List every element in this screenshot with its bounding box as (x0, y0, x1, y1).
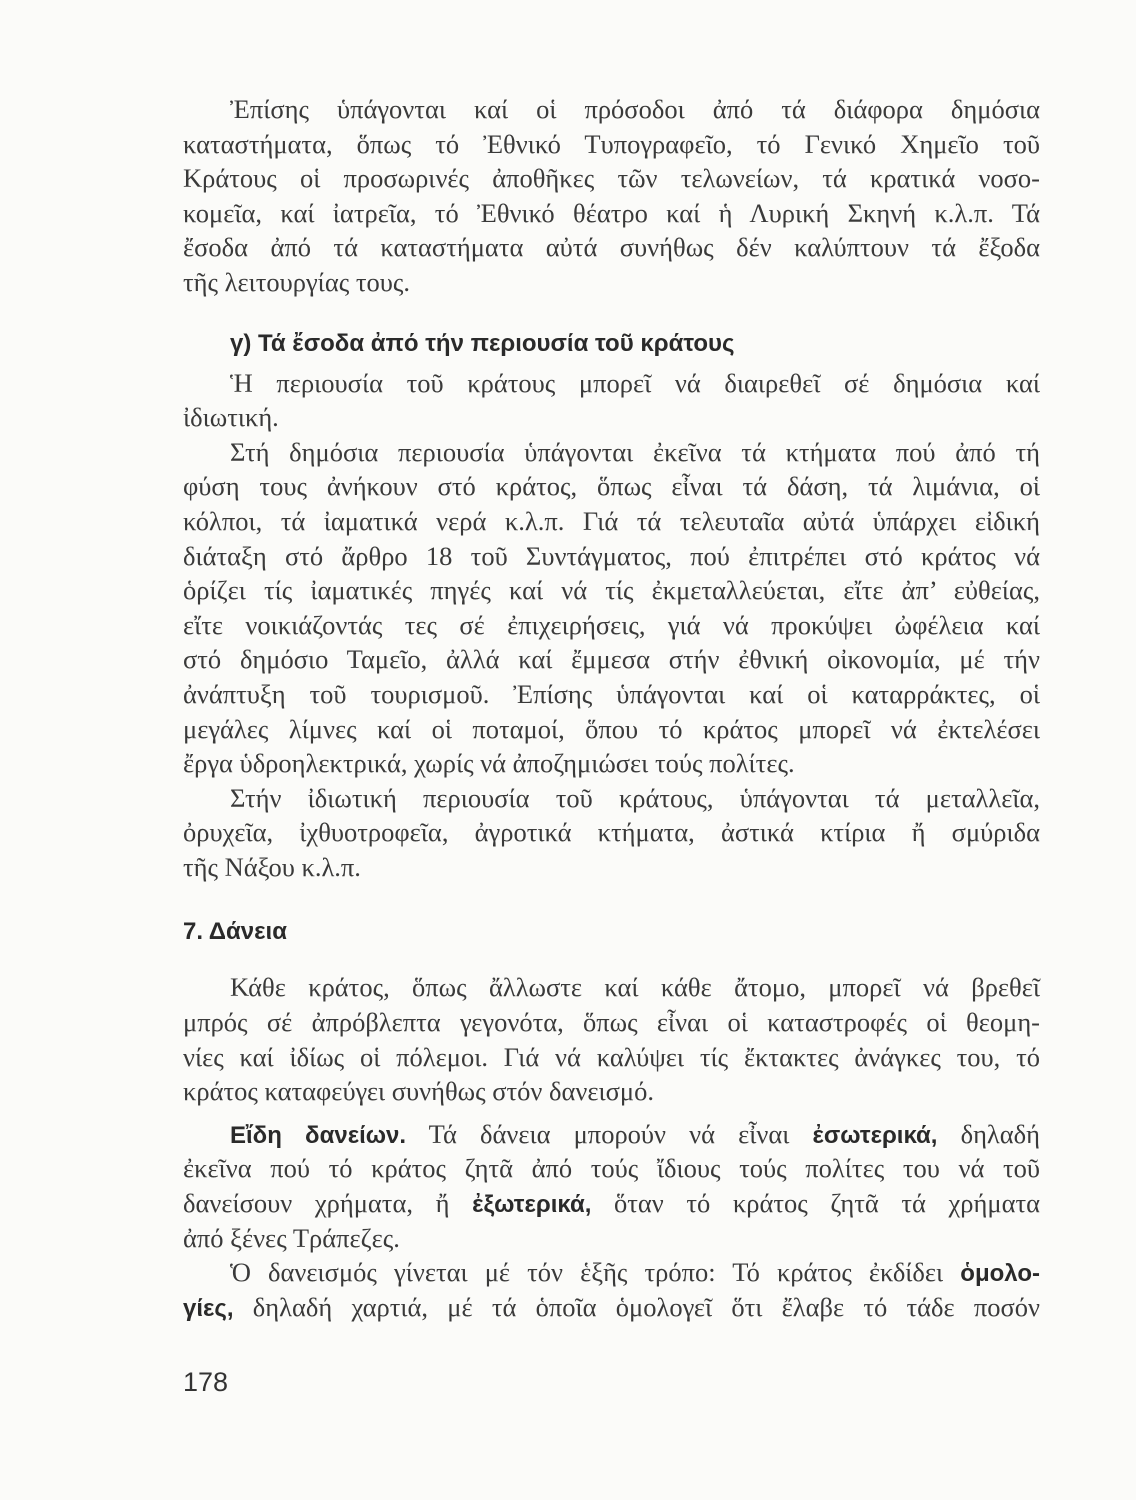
text-line (183, 161, 1040, 196)
text-line (183, 1040, 1040, 1075)
text-run: τῆς Νάξου κ.λ.π. (183, 851, 361, 882)
text-run: Κάθε κράτος, ὅπως ἄλλωστε καί κάθε ἄτομο, μπορεῖ νά βρεθεῖ (230, 972, 1040, 1003)
text-line (183, 712, 1040, 747)
text-line (183, 1117, 1040, 1152)
paragraph (183, 1117, 1040, 1255)
bold-term: Εἴδη δανείων. (230, 1121, 407, 1149)
bold-term: ἐξωτερικά, (472, 1191, 592, 1219)
text-run: ἐκεῖνα πού τό κράτος ζητᾶ ἀπό τούς ἴδιους τούς πολίτες του νά τοῦ (183, 1153, 1040, 1184)
text-run: δανείσουν χρήματα, ἤ (183, 1188, 473, 1219)
text-run: ἔσοδα ἀπό τά καταστήματα αὐτά συνήθως δέν καλύπτουν τά ἔξοδα (183, 232, 1040, 263)
text-line (183, 781, 1040, 816)
text-line (183, 1005, 1040, 1040)
text-run: κράτος καταφεύγει συνήθως στόν δανεισμό. (183, 1076, 654, 1107)
text-run: στό δημόσιο Ταμεῖο, ἀλλά καί ἔμμεσα στήν ἐθνική οἰκονομία, μέ τήν (183, 644, 1040, 675)
text-run: ὅταν τό κράτος ζητᾶ τά χρήματα (591, 1188, 1040, 1219)
text-line (183, 1186, 1040, 1221)
text-run: Στήν ἰδιωτική περιουσία τοῦ κράτους, ὑπάγονται τά μεταλλεῖα, (230, 782, 1040, 813)
text-line (183, 815, 1040, 850)
paragraph (183, 781, 1040, 885)
text-line (183, 608, 1040, 643)
paragraph (183, 970, 1040, 1108)
text-run: ἔργα ὑδροηλεκτρικά, χωρίς νά ἀποζημιώσει τούς πολίτες. (183, 748, 795, 779)
text-line (183, 230, 1040, 265)
text-run: μπρός σέ ἀπρόβλεπτα γεγονότα, ὅπως εἶναι οἱ καταστροφές οἱ θεομη- (183, 1007, 1040, 1038)
text-line (183, 196, 1040, 231)
text-run: ἀπό ξένες Τράπεζες. (183, 1222, 400, 1253)
text-run: κομεῖα, καί ἰατρεῖα, τό Ἐθνικό θέατρο καί ἡ Λυρική Σκηνή κ.λ.π. Τά (183, 197, 1040, 228)
text-line (183, 504, 1040, 539)
text-run: Ὁ δανεισμός γίνεται μέ τόν ἑξῆς τρόπο: Τό κράτος ἐκδίδει (230, 1257, 961, 1288)
text-run: ὀρυχεῖα, ἰχθυοτροφεῖα, ἀγροτικά κτήματα, ἀστικά κτίρια ἤ σμύριδα (183, 817, 1040, 848)
text-line (183, 469, 1040, 504)
text-run: εἴτε νοικιάζοντάς τες σέ ἐπιχειρήσεις, γιά νά προκύψει ὠφέλεια καί (183, 609, 1040, 640)
bold-term: ὁμολο- (960, 1260, 1040, 1288)
text-run: καταστήματα, ὅπως τό Ἐθνικό Τυπογραφεῖο, τό Γενικό Χημεῖο τοῦ (183, 128, 1040, 159)
text-line (183, 127, 1040, 162)
text-line (183, 366, 1040, 401)
text-line (183, 1151, 1040, 1186)
text-line (183, 539, 1040, 574)
text-run: Ἡ περιουσία τοῦ κράτους μπορεῖ νά διαιρεθεῖ σέ δημόσια καί (230, 367, 1040, 398)
paragraph (183, 92, 1040, 300)
text-run: μεγάλες λίμνες καί οἱ ποταμοί, ὅπου τό κράτος μπορεῖ νά ἐκτελέσει (183, 713, 1040, 744)
text-line (183, 400, 1040, 435)
text-line (183, 435, 1040, 470)
text-run: κόλποι, τά ἰαματικά νερά κ.λ.π. Γιά τά τελευταῖα αὐτά ὑπάρχει εἰδική (183, 505, 1040, 536)
text-line (183, 746, 1040, 781)
page-number: 178 (183, 1367, 229, 1397)
section-heading: 7. Δάνεια (183, 918, 287, 946)
spacer (183, 1109, 1040, 1117)
text-run: δηλαδή (937, 1118, 1041, 1149)
page-body (183, 92, 1040, 1324)
text-line (183, 970, 1040, 1005)
text-line (183, 1221, 1040, 1256)
text-line (183, 1074, 1040, 1109)
text-line (183, 92, 1040, 127)
text-run: Στή δημόσια περιουσία ὑπάγονται ἐκεῖνα τά κτήματα πού ἀπό τή (230, 436, 1040, 467)
text-run: τῆς λειτουργίας τους. (183, 266, 410, 297)
text-run: Τά δάνεια μπορούν νά εἶναι (406, 1118, 813, 1149)
text-run: δηλαδή χαρτιά, μέ τά ὁποῖα ὁμολογεῖ ὅτι ἔλαβε τό τάδε ποσόν (233, 1291, 1040, 1322)
text-run: ἰδιωτική. (183, 402, 279, 433)
paragraph (183, 366, 1040, 435)
bold-term: ἐσωτερικά, (812, 1121, 938, 1149)
text-run: νίες καί ἰδίως οἱ πόλεμοι. Γιά νά καλύψει τίς ἔκτακτες ἀνάγκες του, τό (183, 1041, 1040, 1072)
text-run: διάταξη στό ἄρθρο 18 τοῦ Συντάγματος, πού ἐπιτρέπει στό κράτος νά (183, 540, 1040, 571)
text-run: Κράτους οἱ προσωρινές ἀποθῆκες τῶν τελωνείων, τά κρατικά νοσο- (183, 163, 1040, 194)
paragraph (183, 1255, 1040, 1324)
paragraph (183, 435, 1040, 781)
text-line (183, 850, 1040, 885)
bold-term: γίες, (183, 1294, 234, 1322)
section-heading: γ) Τά ἔσοδα ἀπό τήν περιουσία τοῦ κράτους (230, 329, 735, 357)
text-line (183, 1255, 1040, 1290)
text-run: ὁρίζει τίς ἰαματικές πηγές καί νά τίς ἐκμεταλλεύεται, εἴτε ἀπ’ εὐθείας, (183, 575, 1040, 606)
text-run: φύση τους ἀνήκουν στό κράτος, ὅπως εἶναι τά δάση, τά λιμάνια, οἱ (183, 471, 1040, 502)
text-line (183, 265, 1040, 300)
text-line (183, 573, 1040, 608)
text-run: ἀνάπτυξη τοῦ τουρισμοῦ. Ἐπίσης ὑπάγονται καί οἱ καταρράκτες, οἱ (183, 678, 1040, 709)
text-line (183, 1290, 1040, 1325)
text-run: Ἐπίσης ὑπάγονται καί οἱ πρόσοδοι ἀπό τά διάφορα δημόσια (230, 94, 1040, 124)
text-line (183, 642, 1040, 677)
text-line (183, 677, 1040, 712)
